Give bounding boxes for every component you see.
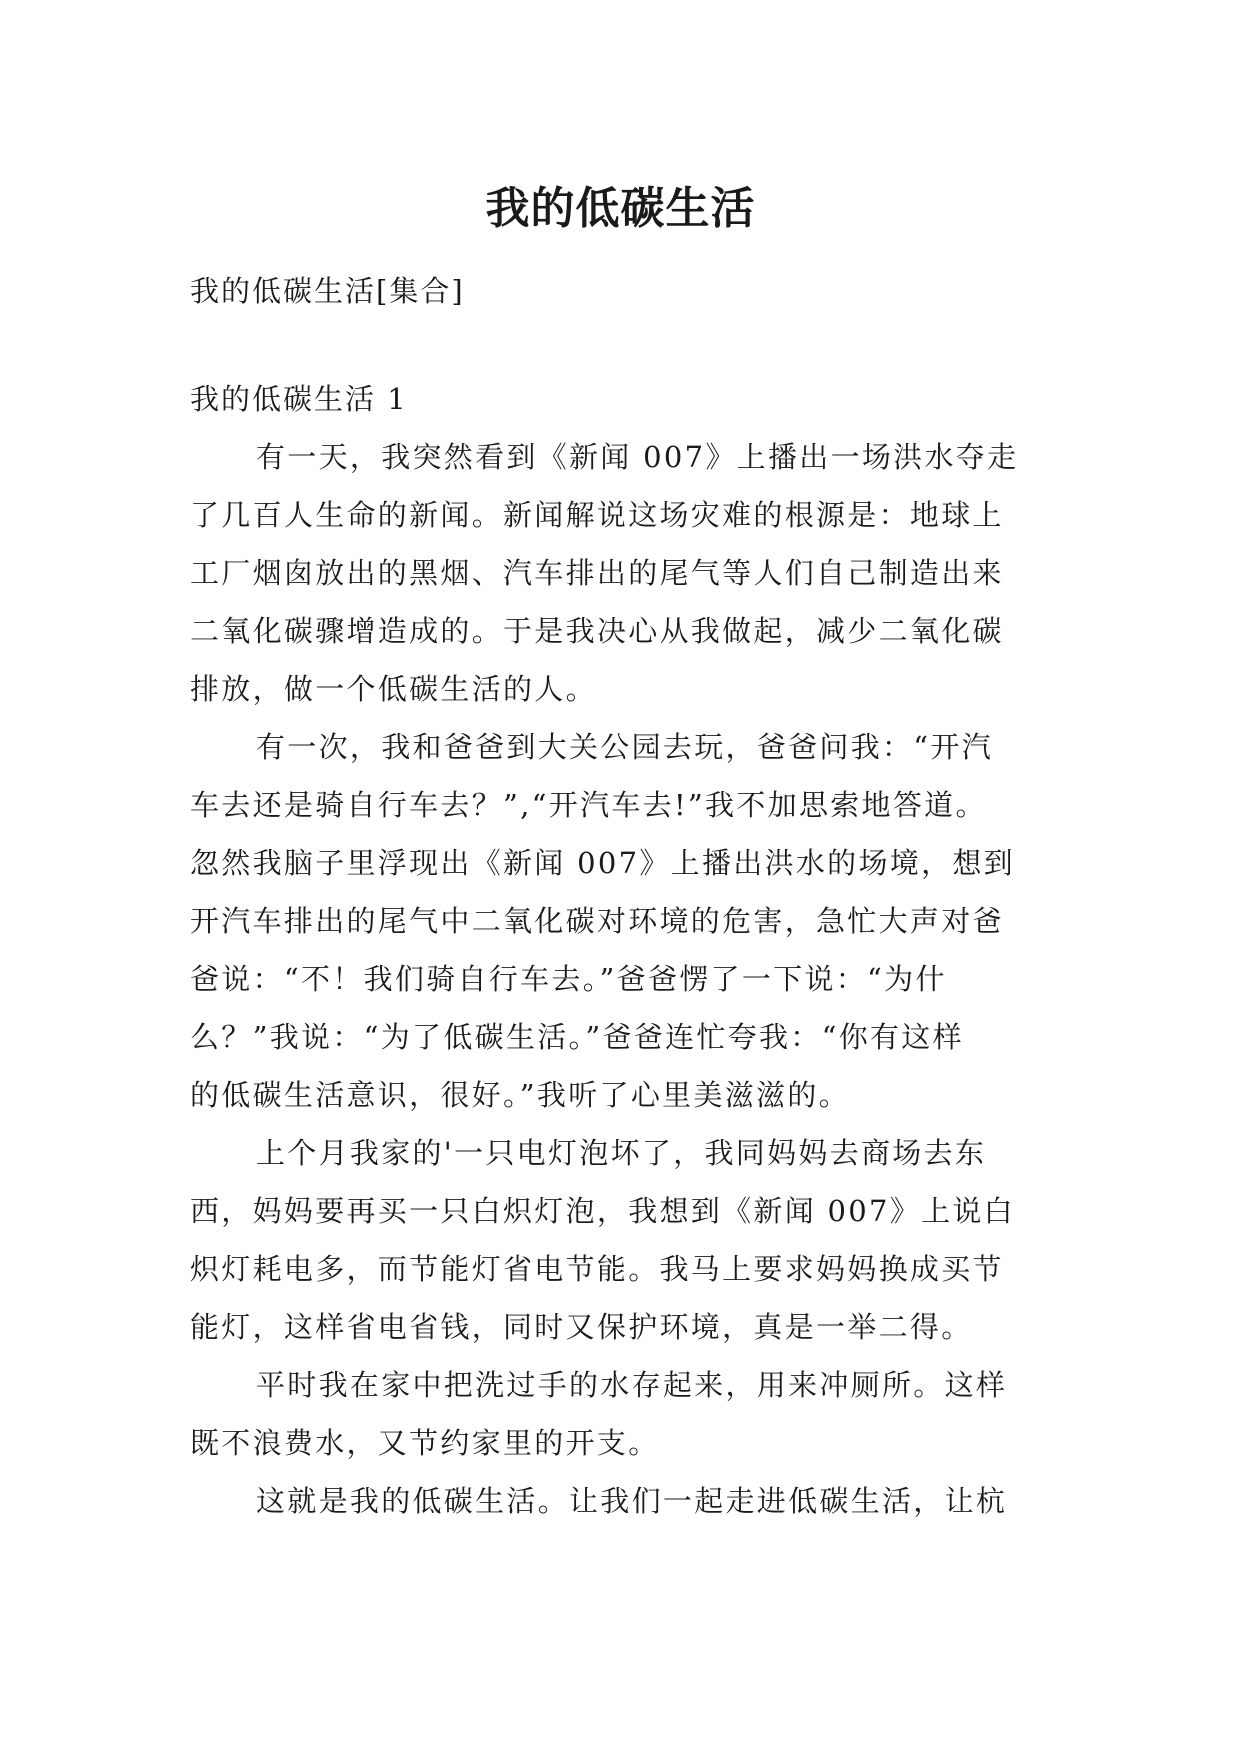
paragraph <box>190 428 1052 718</box>
paragraph-line: 二氧化碳骤增造成的。于是我决心从我做起，减少二氧化碳 <box>190 614 1004 648</box>
paragraph-line: 西，妈妈要再买一只白炽灯泡，我想到《新闻 007》上说白 <box>190 1194 1015 1228</box>
paragraph-line: 这就是我的低碳生活。让我们一起走进低碳生活，让杭 <box>256 1484 1008 1518</box>
paragraph-line: 有一次，我和爸爸到大关公园去玩，爸爸问我：“开汽 <box>256 730 994 764</box>
paragraph-line: 了几百人生命的新闻。新闻解说这场灾难的根源是：地球上 <box>190 498 1004 532</box>
paragraph-line: 忽然我脑子里浮现出《新闻 007》上播出洪水的场境，想到 <box>190 846 1015 880</box>
paragraph <box>190 1356 1052 1472</box>
paragraph <box>190 718 1052 1124</box>
paragraph-line: 爸说：“不！我们骑自行车去。”爸爸愣了一下说：“为什 <box>190 962 947 996</box>
paragraph-line: 能灯，这样省电省钱，同时又保护环境，真是一举二得。 <box>190 1310 973 1344</box>
paragraph-line: 有一天，我突然看到《新闻 007》上播出一场洪水夺走 <box>256 440 1019 474</box>
paragraph-line: 的低碳生活意识，很好。”我听了心里美滋滋的。 <box>190 1078 850 1112</box>
paragraph-list <box>190 428 1052 1530</box>
document-subtitle: 我的低碳生活[集合] <box>190 274 465 308</box>
paragraph-line: 工厂烟囱放出的黑烟、汽车排出的尾气等人们自己制造出来 <box>190 556 1004 590</box>
paragraph <box>190 1472 1052 1530</box>
paragraph-line: 上个月我家的'一只电灯泡坏了，我同妈妈去商场去东 <box>256 1136 987 1170</box>
document-body <box>190 262 1052 1530</box>
paragraph-line: 车去还是骑自行车去？”,“开汽车去!”我不加思索地答道。 <box>190 788 987 822</box>
document-title: 我的低碳生活 <box>485 183 756 235</box>
paragraph-line: 排放，做一个低碳生活的人。 <box>190 672 597 706</box>
paragraph <box>190 1124 1052 1356</box>
paragraph-line: 炽灯耗电多，而节能灯省电节能。我马上要求妈妈换成买节 <box>190 1252 1004 1286</box>
paragraph-line: 平时我在家中把洗过手的水存起来，用来冲厕所。这样 <box>256 1368 1008 1402</box>
section-heading: 我的低碳生活 1 <box>190 382 408 416</box>
paragraph-line: 开汽车排出的尾气中二氧化碳对环境的危害，急忙大声对爸 <box>190 904 1004 938</box>
paragraph-line: 既不浪费水，又节约家里的开支。 <box>190 1426 660 1460</box>
paragraph-line: 么？”我说：“为了低碳生活。”爸爸连忙夸我：“你有这样 <box>190 1020 964 1054</box>
